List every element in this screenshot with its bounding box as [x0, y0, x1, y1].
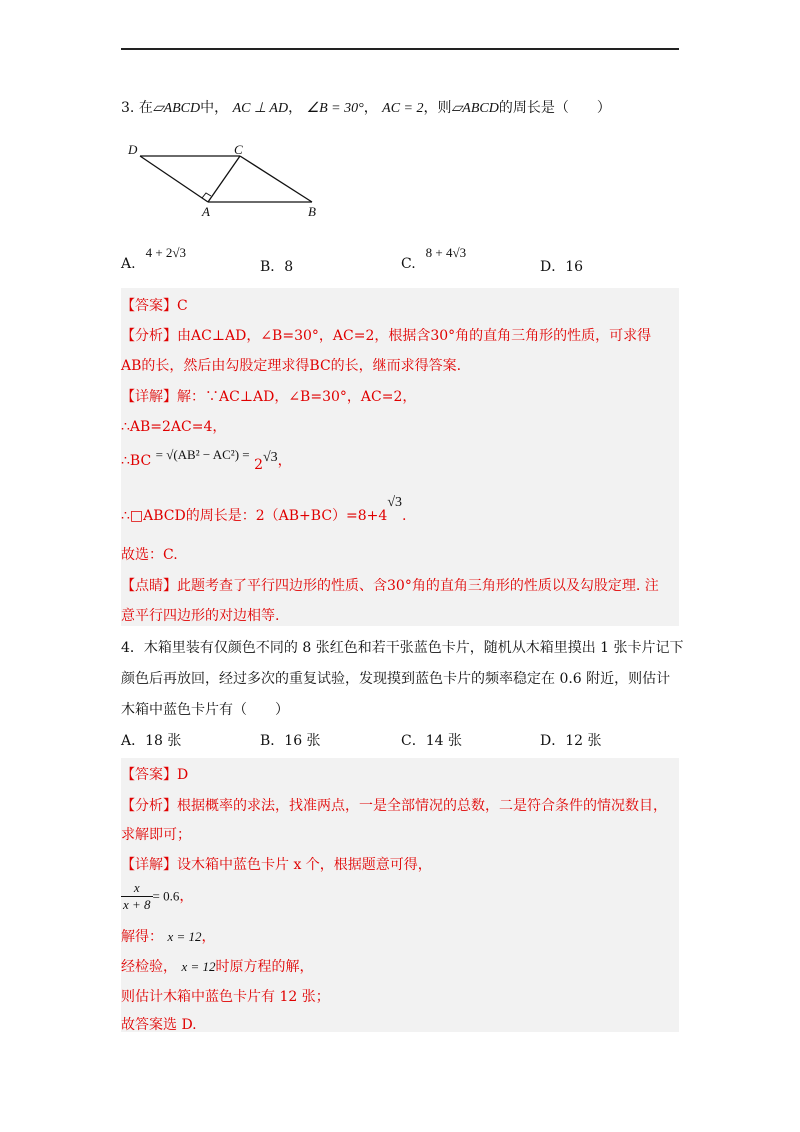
question-4-line-3: 木箱中蓝色卡片有（ ） [121, 702, 289, 718]
label-a: A [202, 204, 210, 219]
analysis-text: 根据概率的求法，找准两点，一是全部情况的总数，二是符合条件的情况数目， [177, 798, 667, 814]
stem-text: ，则 [423, 100, 452, 116]
check-text: 时原方程的解， [215, 959, 314, 975]
question-4-line-2: 颜色后再放回，经过多次的重复试验，发现摸到蓝色卡片的频率稳定在 0.6 附近，则估计 [121, 671, 671, 687]
stem-text: 中， [200, 100, 229, 116]
option-value: 16 张 [284, 733, 321, 749]
option-letter: A． [121, 733, 146, 749]
analysis-tag: 【分析】 [121, 328, 177, 344]
punctuation: ， [201, 929, 216, 945]
check-text: 经检验， [121, 959, 177, 975]
right-angle-mark [202, 193, 211, 198]
detail-line-1 [121, 386, 416, 406]
parallelogram-name: ▱ABCD [152, 101, 201, 116]
fraction [121, 880, 153, 913]
answer-value: C [177, 298, 188, 314]
q4-option-d [540, 730, 602, 750]
choice-line: 故答案选 D. [121, 1017, 197, 1033]
punctuation: ， [179, 888, 194, 905]
answer-panel-q3 [121, 288, 679, 626]
fraction-equation [121, 880, 193, 913]
label-c: C [234, 142, 243, 157]
question-4-line-1: 4．木箱里装有仅颜色不同的 8 张红色和若干张蓝色卡片，随机从木箱里摸出 1 张卡片记下 [121, 640, 684, 656]
detail-line-4 [121, 495, 407, 525]
detail-line-3 [121, 447, 292, 473]
condition-angle: ∠B = 30° [306, 101, 364, 116]
option-letter: D． [540, 733, 566, 749]
question-3-stem [121, 101, 611, 116]
detail-tag: 【详解】 [121, 389, 177, 405]
condition-perpendicular: AC ⊥ AD [232, 101, 289, 116]
q4-option-b [260, 730, 321, 750]
punctuation: ， [277, 453, 292, 469]
perimeter-radical: √3 [387, 495, 402, 510]
fraction-denominator: x + 8 [123, 897, 151, 912]
header-rule [121, 48, 679, 50]
diagonal-ac [208, 156, 240, 202]
option-value: 8 + 4√3 [425, 245, 467, 260]
fraction-numerator: x [121, 880, 153, 897]
option-letter: C． [401, 733, 426, 749]
answer-panel-q4 [121, 758, 679, 1032]
label-d: D [128, 142, 138, 157]
separator: ， [288, 100, 303, 116]
side-cb [240, 156, 312, 202]
fraction-rhs: = 0.6 [152, 888, 180, 904]
analysis-line-1 [121, 325, 651, 345]
solve-equation: x = 12 [167, 929, 202, 944]
option-value: 8 [284, 259, 294, 275]
option-value: 4 + 2√3 [145, 245, 187, 260]
option-a [121, 245, 187, 272]
option-d [540, 256, 583, 276]
option-value: 16 [565, 259, 584, 275]
option-letter: A. [121, 256, 136, 272]
condition-length: AC = 2 [382, 101, 424, 116]
option-value: 18 张 [145, 733, 182, 749]
bc-coefficient: 2 [254, 457, 263, 473]
estimate-line: 则估计木箱中蓝色卡片有 12 张； [121, 989, 330, 1005]
detail-text: 解：∵AC⊥AD，∠B=30°，AC=2， [177, 389, 417, 405]
punctuation: . [402, 508, 407, 524]
answer-value: D [177, 767, 189, 783]
question-number: 3. [121, 100, 135, 116]
answer-tag: 【答案】 [121, 298, 177, 314]
bc-radical: √3 [262, 450, 278, 465]
comment-line-1 [121, 575, 659, 595]
solve-text: 解得： [121, 929, 163, 945]
analysis-line-1 [121, 795, 667, 815]
choice-line: 故选：C. [121, 547, 178, 563]
option-c [401, 245, 467, 272]
comment-text: 此题考查了平行四边形的性质、含30°角的直角三角形的性质以及勾股定理. 注 [177, 578, 659, 594]
comment-line-2: 意平行四边形的对边相等. [121, 608, 280, 624]
parallelogram-name: ▱ABCD [451, 101, 499, 116]
detail-text: ∴BC [121, 453, 152, 469]
analysis-tag: 【分析】 [121, 798, 177, 814]
stem-text: 的周长是（ ） [498, 100, 611, 116]
answer-line [121, 295, 188, 315]
q4-option-c [401, 730, 462, 750]
label-b: B [308, 204, 316, 219]
option-value: 14 张 [425, 733, 462, 749]
option-value: 12 张 [565, 733, 602, 749]
stem-text: 在 [138, 100, 153, 116]
bc-expression: = √(AB² − AC²) = [155, 447, 250, 462]
parallelogram-diagram [124, 140, 334, 222]
side-da [140, 156, 208, 202]
analysis-text: 由AC⊥AD，∠B=30°，AC=2，根据含30°角的直角三角形的性质，可求得 [177, 328, 652, 344]
detail-tag: 【详解】 [121, 857, 177, 873]
separator: ， [363, 100, 378, 116]
option-letter: C. [401, 256, 416, 272]
solve-line [121, 926, 216, 946]
check-line [121, 956, 314, 976]
analysis-line-2: 求解即可； [121, 827, 191, 843]
comment-tag: 【点睛】 [121, 578, 177, 594]
perimeter-text: ∴□ABCD的周长是：2（AB+BC）=8+4 [121, 508, 388, 524]
option-letter: B． [260, 259, 285, 275]
option-b [260, 256, 293, 276]
answer-line [121, 764, 188, 784]
check-equation: x = 12 [181, 959, 216, 974]
answer-tag: 【答案】 [121, 767, 177, 783]
q4-option-a [121, 730, 181, 750]
detail-text: 设木箱中蓝色卡片 x 个，根据题意可得， [177, 857, 432, 873]
analysis-line-2: AB的长，然后由勾股定理求得BC的长，继而求得答案. [121, 358, 462, 374]
detail-line-1 [121, 854, 432, 874]
option-letter: B． [260, 733, 285, 749]
option-letter: D． [540, 259, 566, 275]
detail-line-2: ∴AB=2AC=4， [121, 419, 227, 435]
